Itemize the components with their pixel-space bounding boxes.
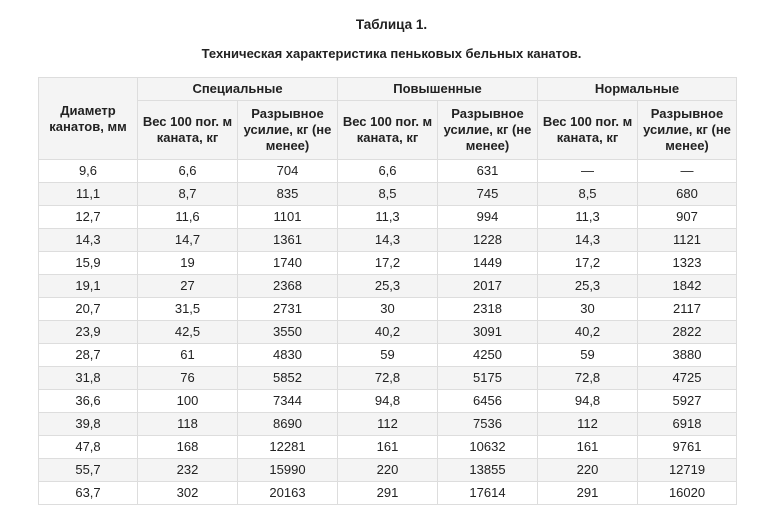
cell-increased-weight: 17,2 <box>338 252 438 275</box>
cell-special-force: 8690 <box>238 413 338 436</box>
cell-increased-force: 13855 <box>438 459 538 482</box>
cell-increased-weight: 8,5 <box>338 183 438 206</box>
cell-special-force: 704 <box>238 160 338 183</box>
table-row <box>39 275 737 298</box>
cell-normal-weight: 161 <box>538 436 638 459</box>
cell-special-weight: 302 <box>138 482 238 505</box>
cell-normal-weight: 14,3 <box>538 229 638 252</box>
cell-special-weight: 42,5 <box>138 321 238 344</box>
cell-diameter: 23,9 <box>39 321 138 344</box>
cell-diameter: 39,8 <box>39 413 138 436</box>
cell-diameter: 15,9 <box>39 252 138 275</box>
cell-increased-force: 745 <box>438 183 538 206</box>
cell-increased-weight: 161 <box>338 436 438 459</box>
cell-increased-weight: 220 <box>338 459 438 482</box>
cell-special-weight: 31,5 <box>138 298 238 321</box>
cell-increased-weight: 94,8 <box>338 390 438 413</box>
cell-increased-force: 6456 <box>438 390 538 413</box>
cell-diameter: 9,6 <box>39 160 138 183</box>
cell-special-weight: 19 <box>138 252 238 275</box>
cell-normal-force: 9761 <box>638 436 737 459</box>
cell-special-weight: 168 <box>138 436 238 459</box>
cell-normal-weight: 291 <box>538 482 638 505</box>
table-body <box>39 160 737 505</box>
cell-diameter: 19,1 <box>39 275 138 298</box>
table-title: Таблица 1. <box>355 17 428 32</box>
table-row <box>39 482 737 505</box>
cell-increased-force: 1449 <box>438 252 538 275</box>
cell-normal-weight: 40,2 <box>538 321 638 344</box>
cell-special-force: 1740 <box>238 252 338 275</box>
table-row <box>39 206 737 229</box>
cell-increased-weight: 72,8 <box>338 367 438 390</box>
table-row <box>39 160 737 183</box>
cell-special-weight: 76 <box>138 367 238 390</box>
cell-diameter: 55,7 <box>39 459 138 482</box>
cell-diameter: 20,7 <box>39 298 138 321</box>
cell-normal-force: 2117 <box>638 298 737 321</box>
cell-special-weight: 118 <box>138 413 238 436</box>
cell-normal-weight: 94,8 <box>538 390 638 413</box>
cell-normal-force: 12719 <box>638 459 737 482</box>
table-subtitle: Техническая характеристика пеньковых бельных канатов. <box>201 46 582 61</box>
cell-diameter: 14,3 <box>39 229 138 252</box>
cell-diameter: 47,8 <box>39 436 138 459</box>
cell-special-force: 1361 <box>238 229 338 252</box>
table-row <box>39 344 737 367</box>
table-row <box>39 413 737 436</box>
table-row <box>39 252 737 275</box>
cell-special-force: 5852 <box>238 367 338 390</box>
header-force: Разрывное усилие, кг (не менее) <box>238 101 338 160</box>
cell-diameter: 11,1 <box>39 183 138 206</box>
header-diameter: Диаметр канатов, мм <box>39 78 138 160</box>
cell-increased-force: 1228 <box>438 229 538 252</box>
header-weight: Вес 100 пог. м каната, кг <box>138 101 238 160</box>
cell-normal-force: 1121 <box>638 229 737 252</box>
cell-normal-force: 1323 <box>638 252 737 275</box>
cell-normal-force: 2822 <box>638 321 737 344</box>
cell-special-weight: 11,6 <box>138 206 238 229</box>
cell-increased-force: 3091 <box>438 321 538 344</box>
cell-increased-weight: 11,3 <box>338 206 438 229</box>
cell-normal-force: — <box>638 160 737 183</box>
cell-special-weight: 14,7 <box>138 229 238 252</box>
cell-normal-weight: 59 <box>538 344 638 367</box>
cell-normal-force: 907 <box>638 206 737 229</box>
cell-increased-force: 10632 <box>438 436 538 459</box>
cell-increased-weight: 30 <box>338 298 438 321</box>
cell-special-weight: 100 <box>138 390 238 413</box>
cell-special-force: 15990 <box>238 459 338 482</box>
cell-diameter: 31,8 <box>39 367 138 390</box>
table-row <box>39 183 737 206</box>
cell-normal-weight: 11,3 <box>538 206 638 229</box>
cell-diameter: 63,7 <box>39 482 138 505</box>
cell-special-force: 12281 <box>238 436 338 459</box>
table-row <box>39 229 737 252</box>
cell-increased-weight: 59 <box>338 344 438 367</box>
cell-diameter: 36,6 <box>39 390 138 413</box>
header-force: Разрывное усилие, кг (не менее) <box>638 101 737 160</box>
cell-normal-weight: 220 <box>538 459 638 482</box>
cell-special-force: 20163 <box>238 482 338 505</box>
cell-special-force: 835 <box>238 183 338 206</box>
cell-increased-force: 994 <box>438 206 538 229</box>
cell-increased-force: 631 <box>438 160 538 183</box>
cell-diameter: 28,7 <box>39 344 138 367</box>
table-row <box>39 459 737 482</box>
cell-special-force: 2368 <box>238 275 338 298</box>
cell-normal-weight: 72,8 <box>538 367 638 390</box>
header-force: Разрывное усилие, кг (не менее) <box>438 101 538 160</box>
cell-normal-force: 6918 <box>638 413 737 436</box>
cell-increased-weight: 14,3 <box>338 229 438 252</box>
cell-increased-force: 5175 <box>438 367 538 390</box>
table-row <box>39 390 737 413</box>
table-row <box>39 436 737 459</box>
cell-normal-weight: 30 <box>538 298 638 321</box>
table-row <box>39 321 737 344</box>
cell-increased-force: 4250 <box>438 344 538 367</box>
cell-normal-weight: — <box>538 160 638 183</box>
table-row <box>39 298 737 321</box>
cell-special-weight: 27 <box>138 275 238 298</box>
cell-special-force: 1101 <box>238 206 338 229</box>
cell-normal-force: 4725 <box>638 367 737 390</box>
cell-special-weight: 232 <box>138 459 238 482</box>
cell-increased-force: 2017 <box>438 275 538 298</box>
header-group-normal: Нормальные <box>538 78 737 101</box>
cell-increased-weight: 40,2 <box>338 321 438 344</box>
cell-special-weight: 61 <box>138 344 238 367</box>
cell-normal-force: 1842 <box>638 275 737 298</box>
table-row <box>39 367 737 390</box>
header-group-special: Специальные <box>138 78 338 101</box>
cell-normal-force: 680 <box>638 183 737 206</box>
cell-normal-weight: 25,3 <box>538 275 638 298</box>
cell-special-force: 4830 <box>238 344 338 367</box>
cell-increased-force: 7536 <box>438 413 538 436</box>
cell-normal-weight: 112 <box>538 413 638 436</box>
cell-special-force: 3550 <box>238 321 338 344</box>
cell-increased-force: 2318 <box>438 298 538 321</box>
cell-special-force: 2731 <box>238 298 338 321</box>
cell-special-force: 7344 <box>238 390 338 413</box>
rope-specs-table <box>38 77 737 505</box>
cell-normal-weight: 8,5 <box>538 183 638 206</box>
cell-special-weight: 6,6 <box>138 160 238 183</box>
cell-normal-force: 16020 <box>638 482 737 505</box>
cell-normal-force: 3880 <box>638 344 737 367</box>
header-weight: Вес 100 пог. м каната, кг <box>338 101 438 160</box>
cell-increased-weight: 112 <box>338 413 438 436</box>
cell-increased-weight: 25,3 <box>338 275 438 298</box>
cell-diameter: 12,7 <box>39 206 138 229</box>
header-group-increased: Повышенные <box>338 78 538 101</box>
cell-increased-force: 17614 <box>438 482 538 505</box>
cell-increased-weight: 6,6 <box>338 160 438 183</box>
cell-increased-weight: 291 <box>338 482 438 505</box>
cell-normal-weight: 17,2 <box>538 252 638 275</box>
cell-normal-force: 5927 <box>638 390 737 413</box>
cell-special-weight: 8,7 <box>138 183 238 206</box>
header-weight: Вес 100 пог. м каната, кг <box>538 101 638 160</box>
